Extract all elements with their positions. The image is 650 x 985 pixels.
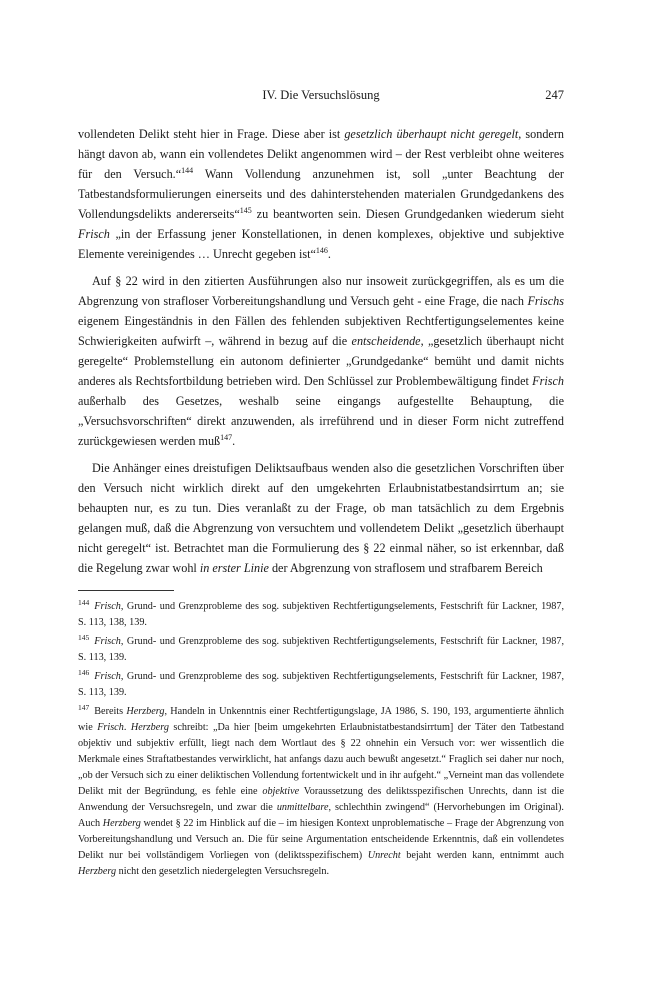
text-run: Wann Vollendung anzunehmen ist, soll „unter Beachtung der Tatbestandsformulierungen einerseits und des dahinterstehenden materialen Grundgedankens des Vollendungsdelikts andererseits“ — [78, 167, 564, 221]
footnote-divider — [78, 590, 174, 591]
text-run: . — [123, 722, 131, 733]
emphasized-text: Frisch — [532, 374, 564, 388]
body-paragraph — [78, 124, 564, 264]
emphasized-text: objektive — [262, 786, 300, 797]
emphasized-text: Frisch — [94, 671, 121, 682]
emphasized-text: entscheidende — [351, 334, 421, 348]
emphasized-text: Herzberg — [126, 706, 165, 717]
emphasized-text: Unrecht — [367, 850, 401, 861]
footnotes — [78, 599, 564, 880]
page-header — [78, 88, 564, 110]
emphasized-text: Herzberg — [78, 866, 117, 877]
emphasized-text: Frisch — [97, 722, 124, 733]
text-run: nicht den gesetzlich niedergelegten Versuchsregeln. — [116, 866, 330, 877]
footnote — [78, 704, 564, 880]
footnote-number: 144 — [78, 597, 90, 607]
footnote-number: 146 — [78, 667, 90, 677]
emphasized-text: Frischs — [527, 294, 564, 308]
footnote-number: 145 — [78, 632, 90, 642]
text-run: Voraussetzung des deliktsspezifischen Unrechts, dann ist die Anwendung der Versuchsregeln, und zwar die — [78, 786, 564, 813]
footnote-reference: 147 — [220, 432, 233, 442]
text-run: , Handeln in Unkenntnis einer Rechtfertigungslage, JA 1986, S. 190, 193, argumentierte ähnlich wie — [78, 706, 564, 733]
emphasized-text: Frisch — [78, 227, 110, 241]
text-run: zu beantworten sein. Diesen Grundgedanken wiederum sieht — [251, 207, 564, 221]
text-run: , „gesetzlich überhaupt nicht geregelte“ Problemstellung ein autonom definierter „Grundgedanke“ bemüht und damit nichts anderes als Rechtsfortbildung betrieben wird. Den Schlüssel zur Problembewältigung findet — [78, 334, 564, 388]
text-run: vollendeten Delikt steht hier in Frage. Diese aber ist — [78, 127, 345, 141]
emphasized-text: in erster Linie — [199, 561, 269, 575]
main-text — [78, 124, 564, 578]
page-number: 247 — [545, 88, 564, 102]
emphasized-text: Herzberg — [102, 818, 141, 829]
text-run: Bereits — [94, 706, 127, 717]
text-run: , sondern hängt davon ab, wann ein vollendetes Delikt angenommen wird – der Rest verbleibt ohne weiteres für den Versuch.“ — [78, 127, 564, 181]
text-run: schreibt: „Da hier [beim umgekehrten Erlaubnistatbestandsirrtum] der Täter den Tatbestand objektiv und subjektiv erfüllt, liegt nach dem Wortlaut des § 22 ohnehin ein Versuch vor: wer wissentlich die Merkmale eines Straftatbestandes verwirklicht, hat anfangs dazu auch bewußt angesetzt.“ Fraglich sei daher nur noch, „ob der Versuch sich zu einer deliktischen Vollendung fortentwickelt und in ihr aufgeht.“ „Verneint man das vollendete Delikt mit der Begründung, es fehle eine — [78, 722, 565, 797]
text-run: eigenem Eingeständnis in den Fällen des fehlenden subjektiven Rechtfertigungselementes keine Schwierigkeiten aufwirft –, während in bezug auf die — [78, 314, 564, 348]
text-run: Auf § 22 wird in den zitierten Ausführungen also nur insoweit zurückgegriffen, als es um die Abgrenzung von strafloser Vorbereitungshandlung und Versuch geht - eine Frage, die nach — [78, 274, 564, 308]
body-paragraph — [78, 271, 564, 451]
footnote — [78, 634, 564, 666]
text-run: , schlechthin zwingend“ (Hervorhebungen im Original). Auch — [78, 802, 564, 829]
emphasized-text: gesetzlich überhaupt nicht geregelt — [344, 127, 519, 141]
footnote-reference: 145 — [239, 205, 252, 215]
text-run: , Grund- und Grenzprobleme des sog. subjektiven Rechtfertigungselements, Festschrift für Lackner, 1987, S. 113, 139. — [78, 671, 564, 698]
text-run: Die Anhänger eines dreistufigen Deliktsaufbaus wenden also die gesetzlichen Vorschriften über den Versuch nicht wirklich direkt auf den umgekehrten Erlaubnistatbestandsirrtum an; sie behaupten nur, es zu tun. Dies veranlaßt zu der Frage, ob man tatsächlich zu dem Ergebnis gelangen muß, daß die Abgrenzung von versuchtem und vollendetem Delikt „gesetzlich überhaupt nicht geregelt“ ist. Betrachtet man die Formulierung des § 22 einmal näher, so ist erkennbar, daß die Regelung zwar wohl — [78, 461, 564, 575]
text-run: , Grund- und Grenzprobleme des sog. subjektiven Rechtfertigungselements, Festschrift für Lackner, 1987, S. 113, 138, 139. — [78, 601, 564, 628]
footnote-reference: 146 — [315, 245, 328, 255]
text-run: außerhalb des Gesetzes, weshalb seine eingangs aufgestellte Behauptung, die „Versuchsvorschriften“ direkt anzuwenden, als irreführend und in dieser Form nicht zutreffend zurückgewiesen werden muß — [78, 394, 564, 448]
text-run: . — [232, 434, 236, 448]
book-page — [78, 88, 564, 883]
body-paragraph — [78, 458, 564, 578]
emphasized-text: Herzberg — [130, 722, 169, 733]
emphasized-text: Frisch — [94, 601, 121, 612]
emphasized-text: Frisch — [94, 636, 121, 647]
text-run: wendet § 22 im Hinblick auf die – im hiesigen Kontext unproblematische – Frage der Abgrenzung von Vorbereitungshandlung und Versuch an. Die für seine Argumentation entscheidende Erkenntnis, daß ein vollendetes Delikt nur bei vollständigem Vorliegen von (deliktsspezifischem) — [78, 818, 564, 861]
footnote-number: 147 — [78, 702, 90, 712]
text-run: . — [327, 247, 331, 261]
text-run: bejaht werden kann, entnimmt auch — [400, 850, 564, 861]
footnote-reference: 144 — [181, 165, 194, 175]
footnote — [78, 669, 564, 701]
emphasized-text: unmittelbare — [276, 802, 329, 813]
text-run: „in der Erfassung jener Konstellationen, in denen komplexes, objektive und subjektive Elemente vereinigendes … Unrecht gegeben ist“ — [78, 227, 564, 261]
running-head: IV. Die Versuchslösung — [262, 88, 380, 102]
text-run: , Grund- und Grenzprobleme des sog. subjektiven Rechtfertigungselements, Festschrift für Lackner, 1987, S. 113, 139. — [78, 636, 564, 663]
text-run: der Abgrenzung von straflosem und strafbarem Bereich — [268, 561, 543, 575]
footnote — [78, 599, 564, 631]
